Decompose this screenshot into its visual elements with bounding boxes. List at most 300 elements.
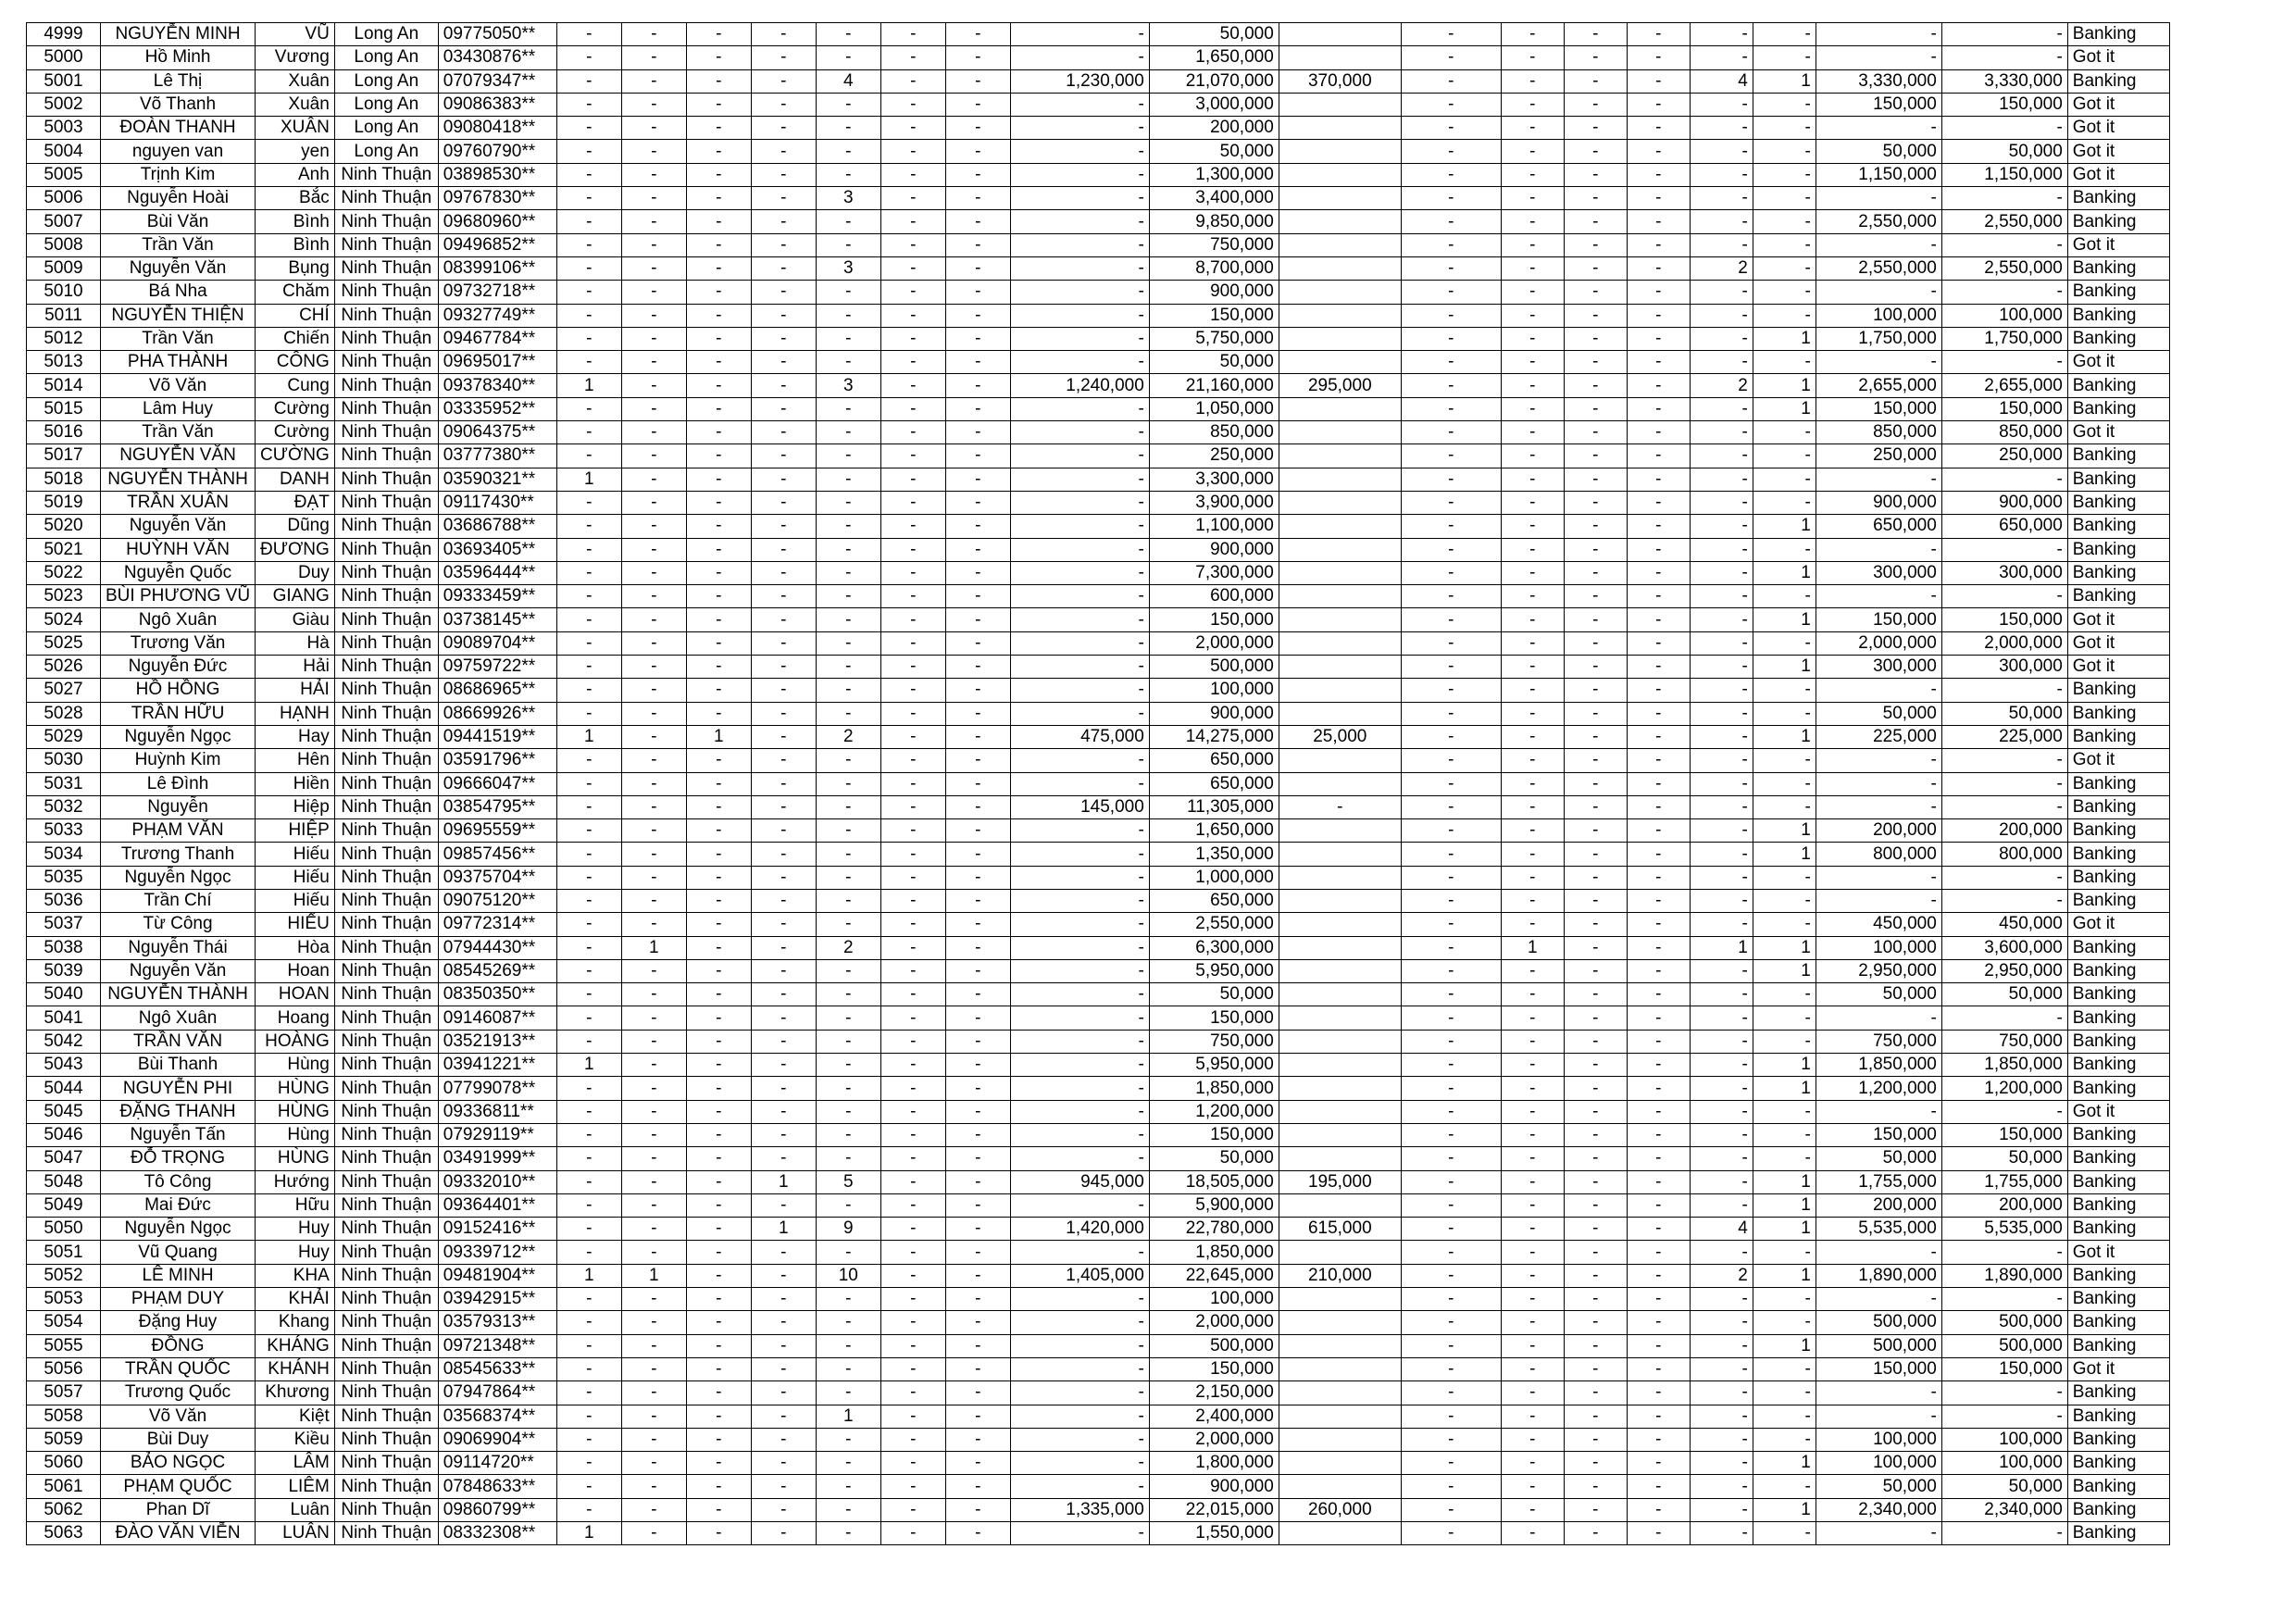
cell-method: Banking xyxy=(2067,304,2169,327)
cell-q9: - xyxy=(1501,93,1564,116)
cell-q12: - xyxy=(1690,1381,1753,1405)
cell-q9: - xyxy=(1501,46,1564,69)
cell-q1: - xyxy=(556,444,621,468)
cell-amt4: 450,000 xyxy=(1816,913,1941,936)
cell-q5: - xyxy=(816,351,880,374)
cell-method: Banking xyxy=(2067,1193,2169,1217)
cell-id: 5043 xyxy=(27,1054,101,1077)
cell-amt4: 650,000 xyxy=(1816,515,1941,538)
cell-last: PHẠM VĂN xyxy=(101,819,256,843)
cell-q8: - xyxy=(1401,1522,1501,1545)
cell-q1: 1 xyxy=(556,374,621,397)
cell-q10: - xyxy=(1564,913,1627,936)
cell-q6: - xyxy=(880,1311,945,1334)
cell-phone: 03521913** xyxy=(438,1030,556,1053)
cell-q5: 3 xyxy=(816,187,880,210)
cell-q1: 1 xyxy=(556,725,621,748)
cell-q10: - xyxy=(1564,795,1627,818)
cell-amt1: - xyxy=(1010,327,1149,350)
cell-q3: - xyxy=(686,1288,751,1311)
cell-q5: - xyxy=(816,983,880,1006)
cell-amt5: 250,000 xyxy=(1941,444,2067,468)
cell-amt1: 145,000 xyxy=(1010,795,1149,818)
cell-method: Banking xyxy=(2067,1498,2169,1521)
cell-q13: 1 xyxy=(1753,1334,1816,1357)
cell-phone: 09117430** xyxy=(438,491,556,514)
cell-amt2: 2,550,000 xyxy=(1149,913,1279,936)
cell-q13: - xyxy=(1753,351,1816,374)
cell-phone: 08350350** xyxy=(438,983,556,1006)
cell-amt2: 1,300,000 xyxy=(1149,163,1279,186)
cell-phone: 08545269** xyxy=(438,959,556,982)
cell-q1: - xyxy=(556,1288,621,1311)
cell-amt1: - xyxy=(1010,936,1149,959)
cell-q3: - xyxy=(686,1264,751,1287)
cell-last: HỒ HỒNG xyxy=(101,679,256,702)
cell-amt2: 900,000 xyxy=(1149,702,1279,725)
cell-q1: - xyxy=(556,1498,621,1521)
cell-q9: - xyxy=(1501,1522,1564,1545)
cell-id: 5032 xyxy=(27,795,101,818)
cell-first: CÔNG xyxy=(256,351,335,374)
cell-q7: - xyxy=(945,889,1010,912)
cell-amt1: - xyxy=(1010,93,1149,116)
cell-first: Chiến xyxy=(256,327,335,350)
cell-q2: - xyxy=(621,327,686,350)
cell-amt3 xyxy=(1279,1123,1401,1146)
cell-amt3 xyxy=(1279,631,1401,655)
cell-id: 5004 xyxy=(27,140,101,163)
cell-q13: 1 xyxy=(1753,725,1816,748)
cell-phone: 03854795** xyxy=(438,795,556,818)
cell-id: 5060 xyxy=(27,1452,101,1475)
cell-q11: - xyxy=(1627,936,1690,959)
cell-method: Got it xyxy=(2067,1357,2169,1380)
cell-q2: - xyxy=(621,795,686,818)
cell-phone: 09441519** xyxy=(438,725,556,748)
cell-q13: - xyxy=(1753,1475,1816,1498)
cell-amt1: 1,335,000 xyxy=(1010,1498,1149,1521)
cell-amt4: 50,000 xyxy=(1816,702,1941,725)
cell-q7: - xyxy=(945,1428,1010,1451)
cell-phone: 09064375** xyxy=(438,421,556,444)
cell-q13: - xyxy=(1753,468,1816,491)
cell-id: 5009 xyxy=(27,256,101,280)
cell-q13: - xyxy=(1753,538,1816,561)
cell-q3: - xyxy=(686,1147,751,1170)
cell-q11: - xyxy=(1627,468,1690,491)
cell-id: 5061 xyxy=(27,1475,101,1498)
cell-q7: - xyxy=(945,1357,1010,1380)
cell-amt4: - xyxy=(1816,1381,1941,1405)
cell-q6: - xyxy=(880,1498,945,1521)
cell-q9: - xyxy=(1501,187,1564,210)
cell-id: 5041 xyxy=(27,1006,101,1030)
cell-q3: - xyxy=(686,983,751,1006)
cell-q4: - xyxy=(751,608,816,631)
cell-q9: - xyxy=(1501,304,1564,327)
cell-amt3 xyxy=(1279,702,1401,725)
cell-province: Ninh Thuận xyxy=(334,866,438,889)
cell-q12: - xyxy=(1690,585,1753,608)
cell-last: Tô Công xyxy=(101,1170,256,1193)
cell-first: Hà xyxy=(256,631,335,655)
cell-q4: - xyxy=(751,819,816,843)
cell-last: Bùi Thanh xyxy=(101,1054,256,1077)
cell-q4: - xyxy=(751,725,816,748)
cell-q6: - xyxy=(880,233,945,256)
cell-q10: - xyxy=(1564,936,1627,959)
cell-id: 5025 xyxy=(27,631,101,655)
cell-amt2: 1,800,000 xyxy=(1149,1452,1279,1475)
cell-amt3 xyxy=(1279,1405,1401,1428)
cell-amt2: 500,000 xyxy=(1149,656,1279,679)
cell-q4: - xyxy=(751,889,816,912)
cell-q7: - xyxy=(945,1123,1010,1146)
cell-phone: 08669926** xyxy=(438,702,556,725)
cell-q9: - xyxy=(1501,515,1564,538)
cell-amt4: - xyxy=(1816,795,1941,818)
cell-q8: - xyxy=(1401,1218,1501,1241)
cell-q2: - xyxy=(621,117,686,140)
cell-q6: - xyxy=(880,1218,945,1241)
cell-last: Trần Văn xyxy=(101,327,256,350)
cell-q13: - xyxy=(1753,1123,1816,1146)
cell-id: 5014 xyxy=(27,374,101,397)
cell-phone: 09857456** xyxy=(438,843,556,866)
cell-province: Ninh Thuận xyxy=(334,1193,438,1217)
cell-province: Ninh Thuận xyxy=(334,515,438,538)
cell-q11: - xyxy=(1627,866,1690,889)
cell-phone: 09080418** xyxy=(438,117,556,140)
cell-q1: - xyxy=(556,163,621,186)
cell-amt4: 1,200,000 xyxy=(1816,1077,1941,1100)
cell-method: Got it xyxy=(2067,1241,2169,1264)
cell-q13: 1 xyxy=(1753,1452,1816,1475)
cell-amt5: - xyxy=(1941,117,2067,140)
cell-amt5: - xyxy=(1941,468,2067,491)
cell-amt4: 250,000 xyxy=(1816,444,1941,468)
cell-q13: - xyxy=(1753,444,1816,468)
table-row xyxy=(27,1100,2170,1123)
cell-q13: - xyxy=(1753,1357,1816,1380)
cell-q6: - xyxy=(880,374,945,397)
cell-q4: - xyxy=(751,866,816,889)
cell-q9: - xyxy=(1501,444,1564,468)
cell-q4: - xyxy=(751,1077,816,1100)
cell-q3: - xyxy=(686,749,751,772)
cell-q10: - xyxy=(1564,140,1627,163)
cell-q8: - xyxy=(1401,1077,1501,1100)
cell-amt2: 900,000 xyxy=(1149,1475,1279,1498)
cell-last: Trương Thanh xyxy=(101,843,256,866)
cell-last: ĐỒNG xyxy=(101,1334,256,1357)
cell-q6: - xyxy=(880,702,945,725)
cell-q5: - xyxy=(816,491,880,514)
cell-q7: - xyxy=(945,1405,1010,1428)
cell-q13: 1 xyxy=(1753,843,1816,866)
cell-q2: - xyxy=(621,866,686,889)
cell-q12: - xyxy=(1690,1522,1753,1545)
cell-q6: - xyxy=(880,725,945,748)
cell-method: Banking xyxy=(2067,1123,2169,1146)
cell-province: Long An xyxy=(334,93,438,116)
cell-amt5: 750,000 xyxy=(1941,1030,2067,1053)
cell-q4: - xyxy=(751,69,816,93)
cell-q5: - xyxy=(816,1381,880,1405)
cell-q9: - xyxy=(1501,1123,1564,1146)
cell-amt1: - xyxy=(1010,256,1149,280)
cell-q5: 4 xyxy=(816,69,880,93)
cell-q13: - xyxy=(1753,1311,1816,1334)
cell-amt2: 50,000 xyxy=(1149,140,1279,163)
cell-q5: - xyxy=(816,1100,880,1123)
cell-amt2: 1,550,000 xyxy=(1149,1522,1279,1545)
cell-q7: - xyxy=(945,468,1010,491)
cell-q5: - xyxy=(816,1030,880,1053)
cell-q2: - xyxy=(621,163,686,186)
cell-q8: - xyxy=(1401,1452,1501,1475)
cell-q2: - xyxy=(621,772,686,795)
cell-amt4: 500,000 xyxy=(1816,1311,1941,1334)
cell-amt4: - xyxy=(1816,468,1941,491)
cell-method: Banking xyxy=(2067,1006,2169,1030)
cell-q3: - xyxy=(686,1077,751,1100)
cell-q10: - xyxy=(1564,304,1627,327)
cell-method: Banking xyxy=(2067,1428,2169,1451)
cell-province: Ninh Thuận xyxy=(334,889,438,912)
cell-q7: - xyxy=(945,1170,1010,1193)
cell-q11: - xyxy=(1627,140,1690,163)
table-row xyxy=(27,304,2170,327)
cell-last: Ngô Xuân xyxy=(101,608,256,631)
cell-q2: - xyxy=(621,889,686,912)
cell-id: 5051 xyxy=(27,1241,101,1264)
cell-q3: - xyxy=(686,1241,751,1264)
cell-q11: - xyxy=(1627,491,1690,514)
cell-q12: - xyxy=(1690,327,1753,350)
cell-q11: - xyxy=(1627,304,1690,327)
cell-q7: - xyxy=(945,772,1010,795)
cell-province: Ninh Thuận xyxy=(334,1522,438,1545)
cell-q13: - xyxy=(1753,1288,1816,1311)
cell-q4: - xyxy=(751,444,816,468)
cell-q12: - xyxy=(1690,421,1753,444)
cell-q10: - xyxy=(1564,585,1627,608)
cell-q10: - xyxy=(1564,1311,1627,1334)
cell-q12: - xyxy=(1690,725,1753,748)
cell-id: 5042 xyxy=(27,1030,101,1053)
cell-q10: - xyxy=(1564,1334,1627,1357)
cell-q5: - xyxy=(816,679,880,702)
cell-q10: - xyxy=(1564,1030,1627,1053)
cell-q11: - xyxy=(1627,1193,1690,1217)
cell-amt1: - xyxy=(1010,889,1149,912)
cell-q3: - xyxy=(686,515,751,538)
cell-q9: - xyxy=(1501,1264,1564,1287)
cell-q8: - xyxy=(1401,1334,1501,1357)
cell-first: KHẢI xyxy=(256,1288,335,1311)
cell-q7: - xyxy=(945,1381,1010,1405)
cell-amt5: 1,890,000 xyxy=(1941,1264,2067,1287)
cell-amt5: 100,000 xyxy=(1941,1452,2067,1475)
cell-q12: - xyxy=(1690,491,1753,514)
cell-q13: - xyxy=(1753,1381,1816,1405)
cell-method: Banking xyxy=(2067,1522,2169,1545)
cell-province: Ninh Thuận xyxy=(334,1452,438,1475)
cell-q4: - xyxy=(751,1030,816,1053)
cell-q10: - xyxy=(1564,397,1627,420)
cell-amt3 xyxy=(1279,1006,1401,1030)
cell-amt3 xyxy=(1279,1030,1401,1053)
cell-q4: - xyxy=(751,468,816,491)
cell-q3: - xyxy=(686,1218,751,1241)
cell-q7: - xyxy=(945,46,1010,69)
cell-amt5: 450,000 xyxy=(1941,913,2067,936)
table-row xyxy=(27,843,2170,866)
cell-amt2: 900,000 xyxy=(1149,281,1279,304)
cell-amt3 xyxy=(1279,163,1401,186)
cell-q3: - xyxy=(686,795,751,818)
cell-q12: - xyxy=(1690,163,1753,186)
cell-q8: - xyxy=(1401,117,1501,140)
cell-amt3 xyxy=(1279,1311,1401,1334)
cell-phone: 07944430** xyxy=(438,936,556,959)
cell-id: 5036 xyxy=(27,889,101,912)
cell-q5: 5 xyxy=(816,1170,880,1193)
cell-last: TRẦN VĂN xyxy=(101,1030,256,1053)
cell-q8: - xyxy=(1401,1100,1501,1123)
cell-q4: - xyxy=(751,631,816,655)
cell-amt3 xyxy=(1279,889,1401,912)
cell-q12: - xyxy=(1690,1123,1753,1146)
table-row xyxy=(27,351,2170,374)
cell-q10: - xyxy=(1564,1452,1627,1475)
cell-amt1: - xyxy=(1010,585,1149,608)
table-row xyxy=(27,256,2170,280)
cell-q2: - xyxy=(621,1100,686,1123)
cell-last: Bá Nha xyxy=(101,281,256,304)
cell-q2: - xyxy=(621,631,686,655)
cell-q6: - xyxy=(880,749,945,772)
cell-first: Dũng xyxy=(256,515,335,538)
cell-amt1: - xyxy=(1010,959,1149,982)
cell-province: Ninh Thuận xyxy=(334,1123,438,1146)
cell-q8: - xyxy=(1401,187,1501,210)
cell-q8: - xyxy=(1401,163,1501,186)
cell-q5: - xyxy=(816,93,880,116)
cell-q4: - xyxy=(751,163,816,186)
cell-amt3 xyxy=(1279,1428,1401,1451)
cell-q12: - xyxy=(1690,1147,1753,1170)
cell-q11: - xyxy=(1627,1498,1690,1521)
cell-amt3 xyxy=(1279,936,1401,959)
cell-amt4: 900,000 xyxy=(1816,491,1941,514)
cell-province: Ninh Thuận xyxy=(334,1218,438,1241)
cell-q4: - xyxy=(751,187,816,210)
cell-q7: - xyxy=(945,233,1010,256)
cell-q10: - xyxy=(1564,421,1627,444)
cell-first: Hòa xyxy=(256,936,335,959)
cell-method: Got it xyxy=(2067,351,2169,374)
cell-amt2: 3,400,000 xyxy=(1149,187,1279,210)
cell-last: Phan Dĩ xyxy=(101,1498,256,1521)
cell-amt2: 11,305,000 xyxy=(1149,795,1279,818)
cell-q3: - xyxy=(686,561,751,584)
cell-q13: 1 xyxy=(1753,1498,1816,1521)
cell-q3: - xyxy=(686,256,751,280)
cell-amt3 xyxy=(1279,304,1401,327)
cell-id: 5012 xyxy=(27,327,101,350)
cell-q5: - xyxy=(816,772,880,795)
cell-method: Banking xyxy=(2067,444,2169,468)
cell-id: 5062 xyxy=(27,1498,101,1521)
cell-amt2: 5,750,000 xyxy=(1149,327,1279,350)
cell-amt5: 150,000 xyxy=(1941,1123,2067,1146)
table-row xyxy=(27,1357,2170,1380)
cell-q13: - xyxy=(1753,889,1816,912)
cell-amt4: 100,000 xyxy=(1816,1452,1941,1475)
cell-q10: - xyxy=(1564,1498,1627,1521)
cell-amt2: 50,000 xyxy=(1149,983,1279,1006)
cell-q5: - xyxy=(816,1054,880,1077)
cell-q6: - xyxy=(880,608,945,631)
cell-amt3 xyxy=(1279,679,1401,702)
cell-q10: - xyxy=(1564,749,1627,772)
cell-q11: - xyxy=(1627,69,1690,93)
cell-q4: - xyxy=(751,117,816,140)
cell-q10: - xyxy=(1564,46,1627,69)
cell-amt2: 600,000 xyxy=(1149,585,1279,608)
cell-q2: - xyxy=(621,1006,686,1030)
cell-q11: - xyxy=(1627,1428,1690,1451)
cell-q2: - xyxy=(621,421,686,444)
cell-id: 5046 xyxy=(27,1123,101,1146)
cell-q1: - xyxy=(556,1193,621,1217)
cell-q8: - xyxy=(1401,1030,1501,1053)
cell-province: Ninh Thuận xyxy=(334,1100,438,1123)
cell-phone: 09695017** xyxy=(438,351,556,374)
cell-q5: - xyxy=(816,538,880,561)
table-row xyxy=(27,1147,2170,1170)
cell-q11: - xyxy=(1627,1030,1690,1053)
cell-method: Got it xyxy=(2067,93,2169,116)
cell-q3: - xyxy=(686,1522,751,1545)
cell-phone: 09695559** xyxy=(438,819,556,843)
cell-q2: - xyxy=(621,983,686,1006)
cell-q13: - xyxy=(1753,1405,1816,1428)
cell-q6: - xyxy=(880,1264,945,1287)
cell-amt5: 1,750,000 xyxy=(1941,327,2067,350)
cell-q7: - xyxy=(945,515,1010,538)
cell-q7: - xyxy=(945,256,1010,280)
cell-id: 5019 xyxy=(27,491,101,514)
cell-amt3 xyxy=(1279,515,1401,538)
cell-q11: - xyxy=(1627,444,1690,468)
cell-first: yen xyxy=(256,140,335,163)
cell-method: Banking xyxy=(2067,889,2169,912)
cell-amt1: - xyxy=(1010,187,1149,210)
cell-amt1: - xyxy=(1010,538,1149,561)
cell-q10: - xyxy=(1564,117,1627,140)
cell-phone: 09332010** xyxy=(438,1170,556,1193)
cell-id: 5030 xyxy=(27,749,101,772)
cell-id: 5038 xyxy=(27,936,101,959)
cell-q12: - xyxy=(1690,117,1753,140)
cell-q2: - xyxy=(621,23,686,46)
cell-q4: - xyxy=(751,1100,816,1123)
cell-q9: - xyxy=(1501,772,1564,795)
